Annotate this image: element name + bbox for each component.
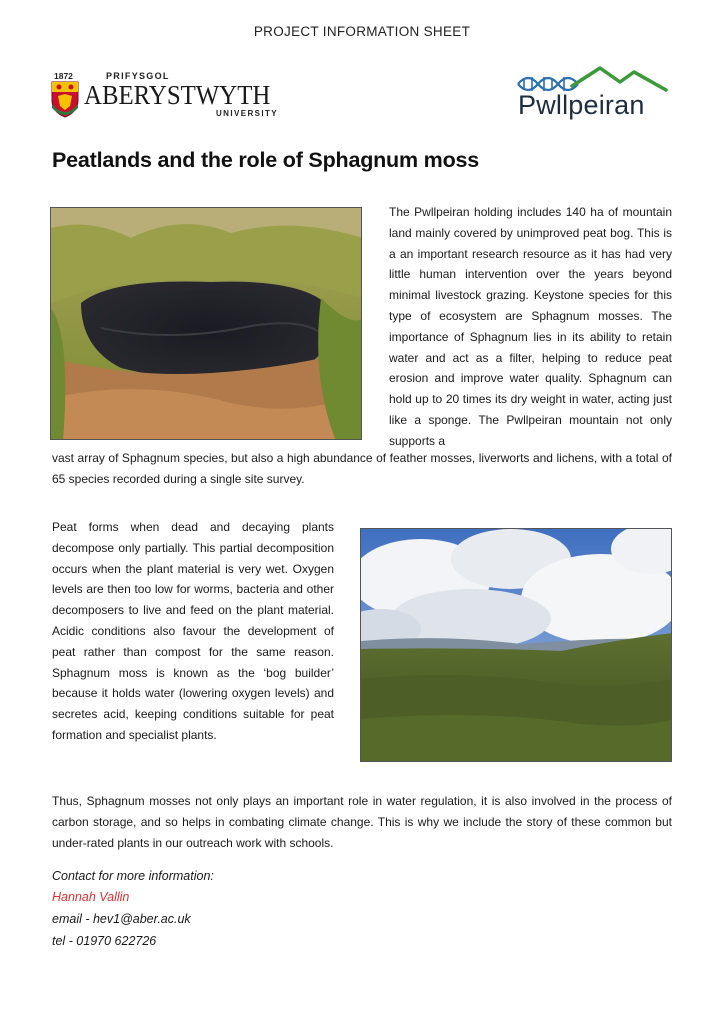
mountain-landscape-image (361, 529, 672, 762)
pwllpeiran-logo (516, 62, 676, 126)
page-header-title: PROJECT INFORMATION SHEET (253, 24, 471, 39)
paragraph-1-continued: vast array of Sphagnum species, but also a high abundance of feather mosses, liverworts and lichens, with a total of 65 species recorded during a single site survey. (52, 451, 672, 486)
paragraph-1-side: The Pwllpeiran holding includes 140 ha of mountain land mainly covered by unimproved peat bog. This is a an important research resource as it has had very little human intervention over the years beyond minimal livestock grazing. Keystone species for this type of ecosystem are Sphagnum mosses. The importance of Sphagnum lies in its ability to retain water and act as a filter, helping to reduce peat erosion and improve water quality. Sphagnum can hold up to 20 times its dry weight in water, acting just like a sponge. The Pwllpeiran mountain not only supports a (389, 205, 672, 448)
peat-bog-photo (50, 207, 362, 440)
contact-tel[interactable]: tel - 01970 622726 (52, 934, 157, 948)
contact-name: Hannah Vallin (52, 890, 130, 904)
mountain-landscape-photo (360, 528, 672, 762)
document-heading: Peatlands and the role of Sphagnum moss (52, 148, 480, 172)
contact-email[interactable]: email - hev1@aber.ac.uk (52, 912, 191, 926)
paragraph-2: Peat forms when dead and decaying plants decompose only partially. This partial decomposition occurs when the plant material is very wet. Oxygen levels are then too low for worms, bacteria and other decomposers to live and feed on the plant material. Acidic conditions also favour the development of peat rather than compost for the same reason. Sphagnum moss is known as the ‘bog builder’ because it holds water (lowering oxygen levels) and secretes acid, keeping conditions suitable for peat formation and specialist plants. (52, 520, 334, 742)
logo-university: UNIVERSITY (216, 109, 279, 118)
aberystwyth-university-logo (50, 70, 280, 122)
crest-shield-icon (50, 80, 80, 118)
logo-prifysgol: PRIFYSGOL (106, 71, 170, 81)
logo-year: 1872 (54, 71, 73, 81)
logo-pwllpeiran: Pwllpeiran (518, 90, 645, 120)
logo-aberystwyth: ABERYSTWYTH (84, 80, 271, 110)
contact-label: Contact for more information: (52, 869, 214, 883)
peat-bog-image (51, 208, 362, 440)
paragraph-3: Thus, Sphagnum mosses not only plays an important role in water regulation, it is also involved in the process of carbon storage, and so helps in combating climate change. This is why we include the story of these common but under-rated plants in our outreach work with schools. (52, 794, 672, 850)
